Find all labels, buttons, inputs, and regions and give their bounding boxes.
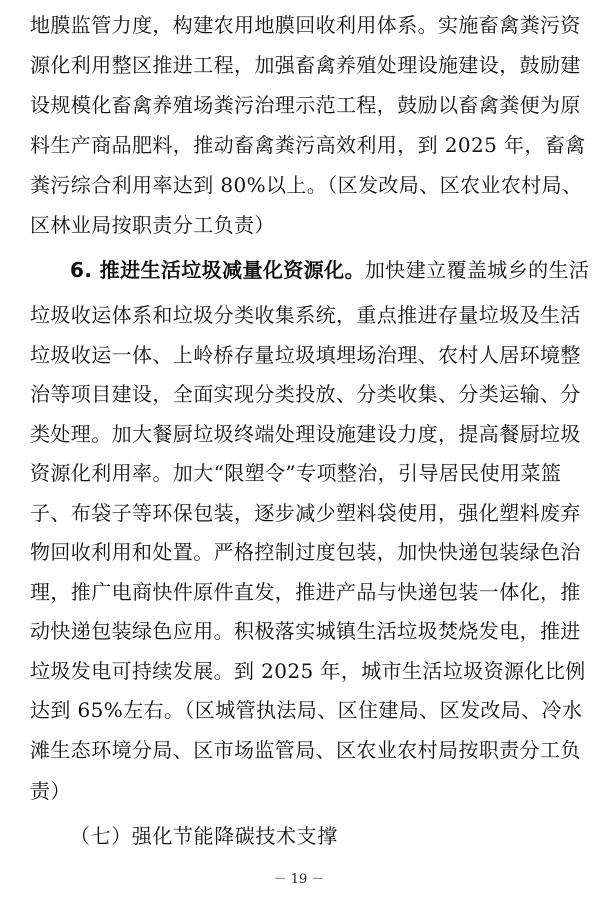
- paragraph2-line: 达到 65%左右。（区城管执法局、区住建局、区发改局、冷水: [30, 698, 583, 722]
- paragraph1-line: 料生产商品肥料，推动畜禽粪污高效利用，到 2025 年，畜禽: [30, 133, 586, 157]
- paragraph2-heading: 6. 推进生活垃圾减量化资源化。: [70, 258, 365, 282]
- paragraph2-line: 动快递包装绿色应用。积极落实城镇生活垃圾焚烧发电，推进: [30, 619, 581, 643]
- paragraph2-line: 理，推广电商快件原件直发，推进产品与快递包装一体化，推: [30, 580, 581, 604]
- paragraph2-first-line-text: 加快建立覆盖城乡的生活: [364, 258, 590, 282]
- section-heading: （七）强化节能降碳技术支撑: [70, 824, 338, 848]
- paragraph2-line: 垃圾收运一体、上岭桥存量垃圾填埋场治理、农村人居环境整: [30, 343, 581, 367]
- paragraph1-line: 区林业局按职责分工负责）: [30, 213, 275, 237]
- paragraph2-line: 滩生态环境分局、区市场监管局、区农业农村局按职责分工负: [30, 738, 581, 762]
- paragraph2-line: 资源化利用率。加大“限塑令”专项整治，引导居民使用菜篮: [30, 461, 562, 485]
- paragraph2-line: 垃圾发电可持续发展。到 2025 年，城市生活垃圾资源化比例: [30, 659, 586, 683]
- paragraph2-line: 治等项目建设，全面实现分类投放、分类收集、分类运输、分: [30, 382, 581, 406]
- paragraph2-line: 类处理。加大餐厨垃圾终端处理设施建设力度，提高餐厨垃圾: [30, 422, 581, 446]
- paragraph1-line: 地膜监管力度，构建农用地膜回收利用体系。实施畜禽粪污资: [30, 13, 581, 37]
- paragraph1-line: 粪污综合利用率达到 80%以上。（区发改局、区农业农村局、: [30, 173, 583, 197]
- paragraph2-line: 子、布袋子等环保包装，逐步减少塑料袋使用，强化塑料废弃: [30, 501, 581, 525]
- paragraph1-line: 源化利用整区推进工程，加强畜禽养殖处理设施建设，鼓励建: [30, 53, 581, 77]
- paragraph2-line: 物回收利用和处置。严格控制过度包装，加快快递包装绿色治: [30, 540, 581, 564]
- paragraph2-line: 责）: [30, 779, 71, 803]
- paragraph1-line: 设规模化畜禽养殖场粪污治理示范工程，鼓励以畜禽粪便为原: [30, 93, 581, 117]
- paragraph2-first-line: [70, 255, 590, 285]
- paragraph2-line: 垃圾收运体系和垃圾分类收集系统，重点推进存量垃圾及生活: [30, 303, 581, 327]
- page-number: － 19 －: [273, 872, 325, 887]
